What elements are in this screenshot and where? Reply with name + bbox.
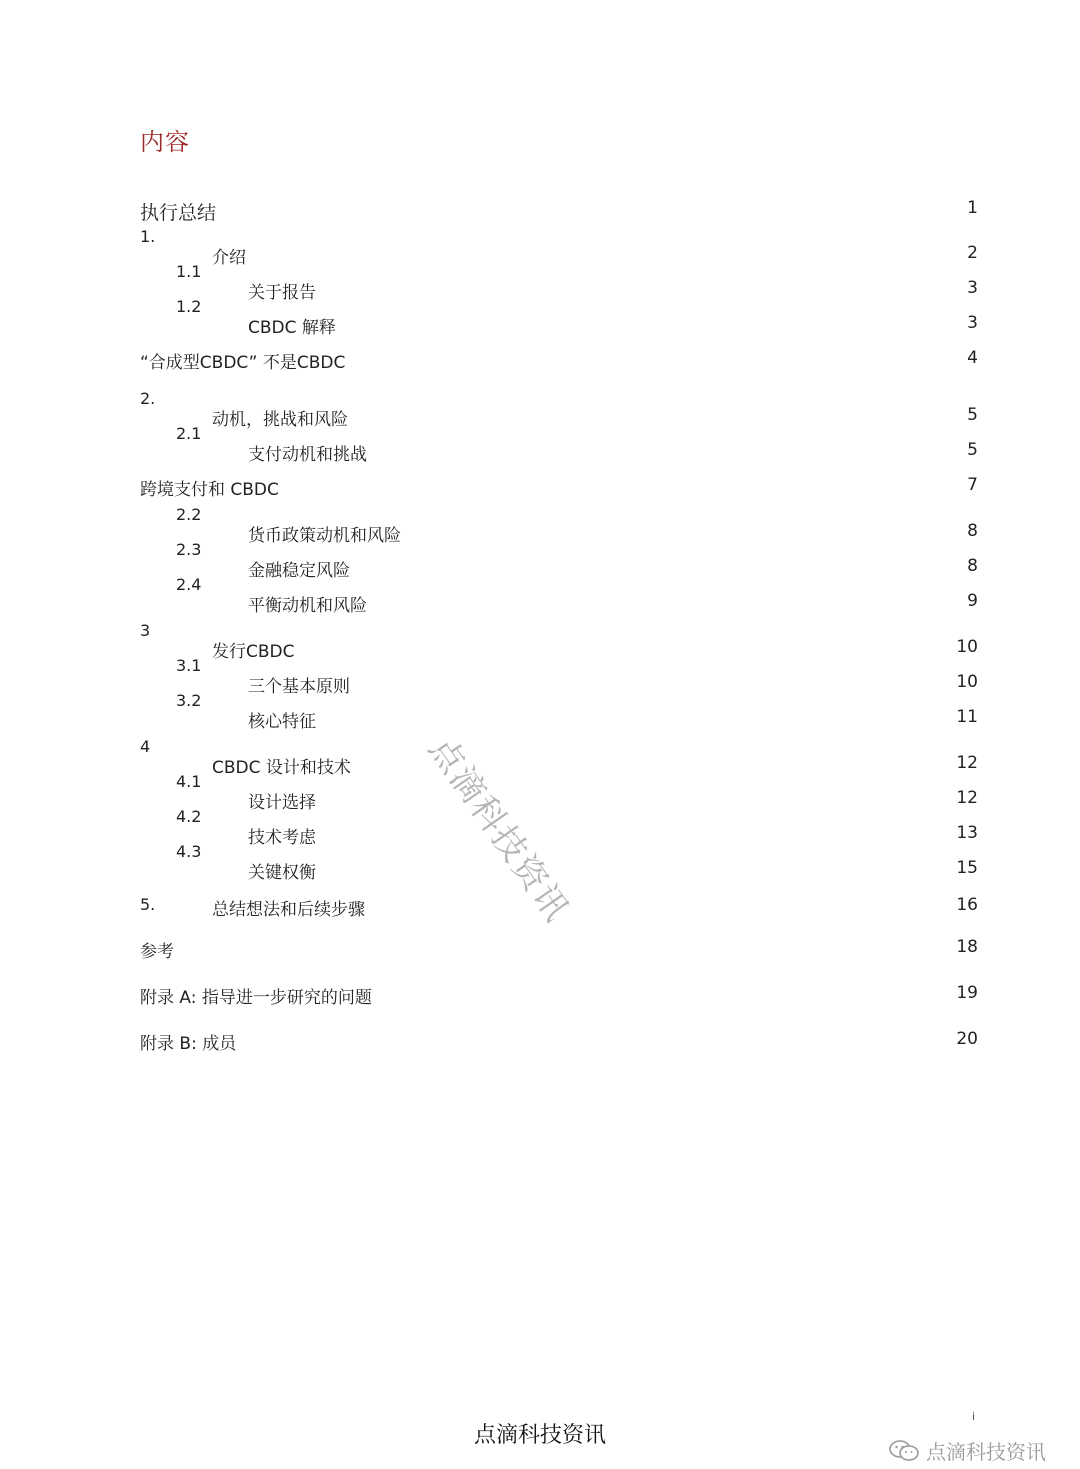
toc-title: 附录 A: 指导进一步研究的问题 xyxy=(140,988,372,1008)
toc-number: 4.1 xyxy=(176,772,202,791)
toc-number: 4.2 xyxy=(176,807,202,826)
toc-title: CBDC 解释 xyxy=(248,318,336,338)
toc-number: 3.2 xyxy=(176,691,202,710)
toc-number: 4.3 xyxy=(176,842,202,861)
toc-title: 发行CBDC xyxy=(212,642,295,662)
toc-page: 10 xyxy=(956,637,978,657)
toc-number: 3.1 xyxy=(176,656,202,675)
toc-title: 设计选择 xyxy=(248,793,316,813)
toc-title: “合成型CBDC” 不是CBDC xyxy=(140,353,346,373)
page-title: 内容 xyxy=(140,128,190,156)
toc-page: 15 xyxy=(956,858,978,878)
toc-entry[interactable] xyxy=(0,389,1080,435)
toc-page: 4 xyxy=(967,348,978,368)
toc-title: 金融稳定风险 xyxy=(248,561,350,581)
toc-title: 介绍 xyxy=(212,248,246,268)
toc-number: 2.1 xyxy=(176,424,202,443)
footer-text: 点滴科技资讯 xyxy=(473,1423,606,1448)
toc-title: 核心特征 xyxy=(248,712,316,732)
toc-page: 16 xyxy=(956,895,978,915)
toc-number: 4 xyxy=(140,737,151,756)
wechat-icon xyxy=(888,1440,920,1462)
toc-entry[interactable] xyxy=(0,227,1080,273)
toc-title: 平衡动机和风险 xyxy=(248,596,367,616)
toc-entry[interactable] xyxy=(0,983,1080,1013)
page-number: i xyxy=(972,1410,976,1423)
toc-entry[interactable] xyxy=(0,540,1080,586)
brand-name: 点滴科技资讯 xyxy=(926,1440,1046,1464)
toc-page: 2 xyxy=(967,243,978,263)
toc-page: 8 xyxy=(967,556,978,576)
toc-page: 3 xyxy=(967,313,978,333)
watermark: 点滴科技资讯 xyxy=(420,730,578,930)
toc-page: 3 xyxy=(967,278,978,298)
toc-title: 关键权衡 xyxy=(248,863,316,883)
toc-number: 1.2 xyxy=(176,297,202,316)
toc-page: 20 xyxy=(956,1029,978,1049)
toc-number: 2.4 xyxy=(176,575,202,594)
toc-number: 1.1 xyxy=(176,262,202,281)
toc-entry[interactable] xyxy=(0,475,1080,505)
toc-entry[interactable] xyxy=(0,348,1080,378)
toc-entry[interactable] xyxy=(0,262,1080,308)
toc-number: 2.3 xyxy=(176,540,202,559)
toc-page: 5 xyxy=(967,440,978,460)
toc-title: 支付动机和挑战 xyxy=(248,445,367,465)
toc-title: CBDC 设计和技术 xyxy=(212,758,351,778)
toc-page: 13 xyxy=(956,823,978,843)
toc-page: 1 xyxy=(967,198,978,218)
toc-number: 5. xyxy=(140,895,156,914)
toc-entry[interactable] xyxy=(0,1029,1080,1059)
toc-title: 技术考虑 xyxy=(248,828,316,848)
toc-title: 参考 xyxy=(140,942,174,962)
toc-title: 执行总结 xyxy=(140,202,217,224)
toc-entry[interactable] xyxy=(0,621,1080,667)
toc-number: 2. xyxy=(140,389,156,408)
toc-entry[interactable] xyxy=(0,656,1080,702)
toc-entry[interactable] xyxy=(0,937,1080,967)
toc-page: 8 xyxy=(967,521,978,541)
toc-entry[interactable] xyxy=(0,505,1080,551)
wechat-brand[interactable] xyxy=(888,1436,1046,1465)
toc-title: 三个基本原则 xyxy=(248,677,350,697)
toc-page: 9 xyxy=(967,591,978,611)
toc-page: 18 xyxy=(956,937,978,957)
toc-entry[interactable] xyxy=(0,772,1080,818)
toc-page: 19 xyxy=(956,983,978,1003)
toc-title: 货币政策动机和风险 xyxy=(248,526,401,546)
toc-entry[interactable] xyxy=(0,198,1080,228)
toc-page: 5 xyxy=(967,405,978,425)
toc-title: 跨境支付和 CBDC xyxy=(140,480,279,500)
toc-page: 10 xyxy=(956,672,978,692)
toc-title: 关于报告 xyxy=(248,283,316,303)
toc-entry[interactable] xyxy=(0,691,1080,737)
toc-number: 2.2 xyxy=(176,505,202,524)
toc-title: 总结想法和后续步骤 xyxy=(212,900,365,920)
toc-number: 3 xyxy=(140,621,151,640)
toc-page: 12 xyxy=(956,753,978,773)
toc-page: 11 xyxy=(956,707,978,727)
toc-title: 动机，挑战和风险 xyxy=(212,410,348,430)
toc-title: 附录 B: 成员 xyxy=(140,1034,237,1054)
toc-page: 12 xyxy=(956,788,978,808)
toc-entry[interactable] xyxy=(0,297,1080,343)
toc-page: 7 xyxy=(967,475,978,495)
toc-entry[interactable] xyxy=(0,575,1080,621)
toc-entry[interactable] xyxy=(0,424,1080,470)
toc-number: 1. xyxy=(140,227,156,246)
toc-entry[interactable] xyxy=(0,737,1080,783)
